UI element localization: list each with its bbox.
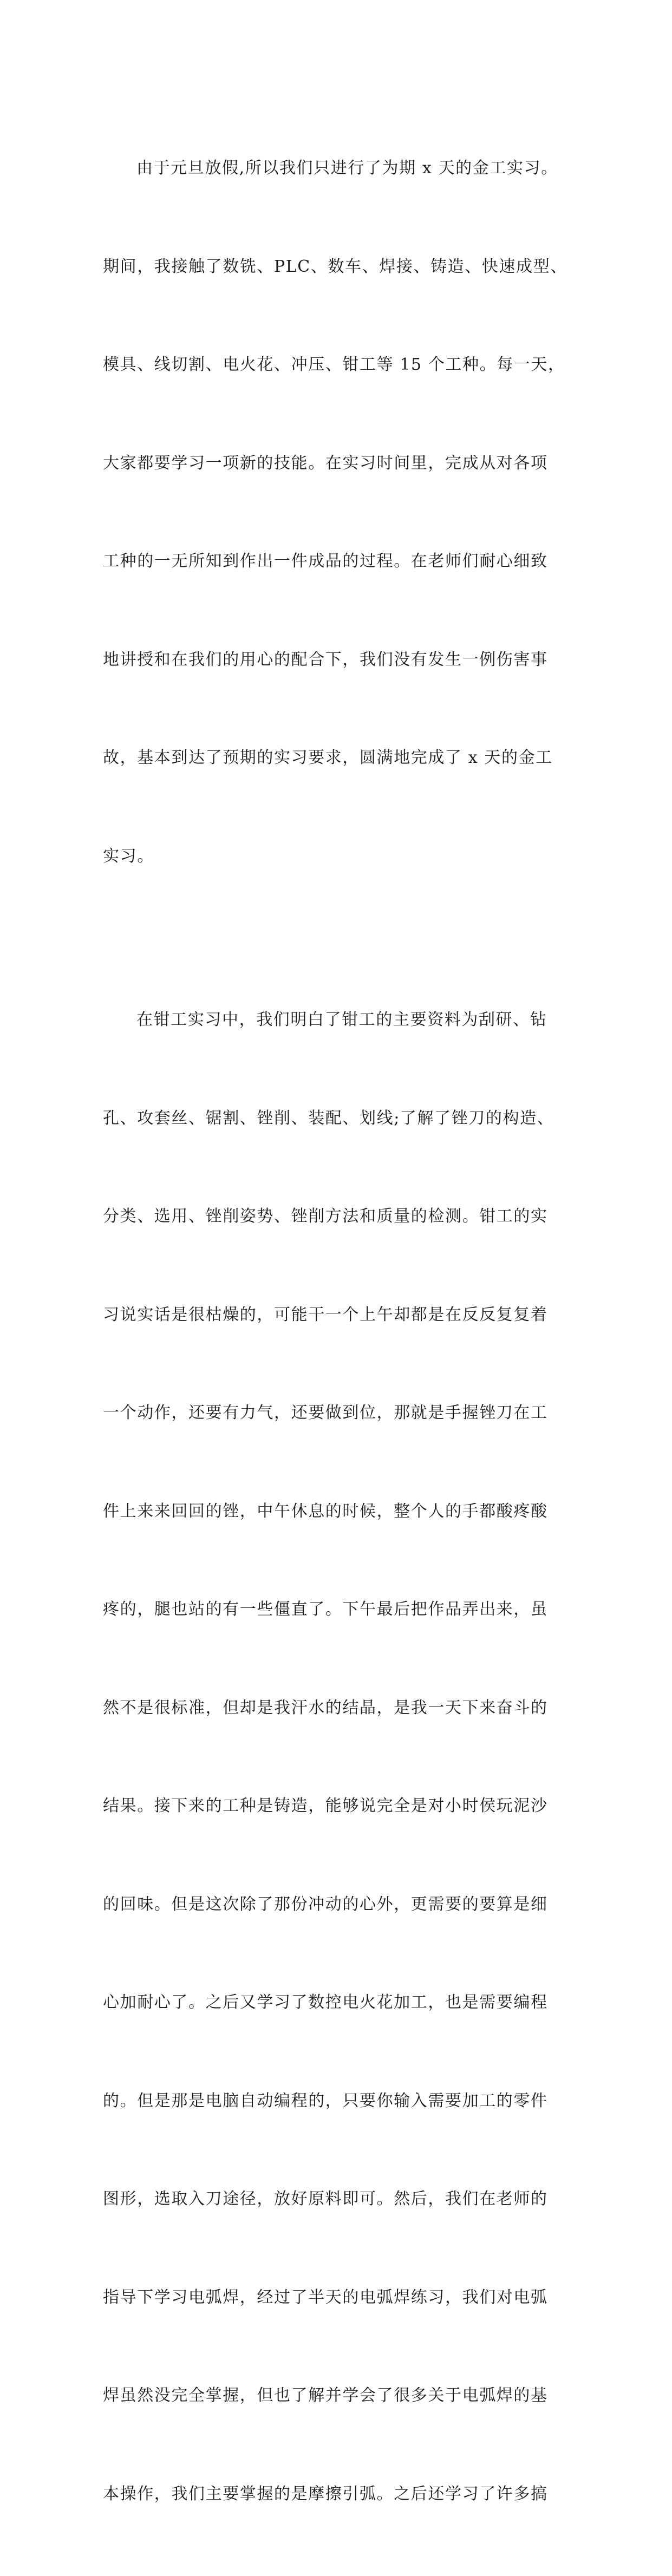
text-line: 大家都要学习一项新的技能。在实习时间里，完成从对各项 (103, 453, 548, 473)
paragraph-1 (103, 87, 569, 938)
text-line: 焊虽然没完全掌握，但也了解并学会了很多关于电弧焊的基 (103, 2386, 548, 2405)
text-line: 然不是很标准，但却是我汗水的结晶，是我一天下来奋斗的 (103, 1698, 548, 1717)
text-line: 心加耐心了。之后又学习了数控电火花加工，也是需要编程 (103, 1993, 548, 2012)
text-line: 的回味。但是这次除了那份冲动的心外，更需要的要算是细 (103, 1894, 548, 1914)
text-line: 期间，我接触了数铣、PLC、数车、焊接、铸造、快速成型、 (103, 257, 567, 276)
text-line: 模具、线切割、电火花、冲压、钳工等 15 个工种。每一天， (103, 355, 565, 374)
text-line: 工种的一无所知到作出一件成品的过程。在老师们耐心细致 (103, 552, 548, 571)
text-line: 由于元旦放假,所以我们只进行了为期 x 天的金工实习。 (136, 159, 558, 178)
text-line: 地讲授和在我们的用心的配合下，我们没有发生一例伤害事 (103, 650, 548, 669)
text-line: 在钳工实习中，我们明白了钳工的主要资料为刮研、钻 (136, 1010, 547, 1029)
document-body (103, 87, 569, 2576)
text-line: 本操作，我们主要掌握的是摩擦引弧。之后还学习了许多搞 (103, 2484, 548, 2503)
paragraph-2 (103, 938, 569, 2576)
text-line: 的。但是那是电脑自动编程的，只要你输入需要加工的零件 (103, 2091, 548, 2110)
text-line: 实习。 (103, 846, 154, 866)
text-line: 件上来来回回的锉，中午休息的时候，整个人的手都酸疼酸 (103, 1501, 548, 1521)
text-line: 一个动作，还要有力气，还要做到位，那就是手握锉刀在工 (103, 1403, 548, 1422)
text-line: 孔、攻套丝、锯割、锉削、装配、划线;了解了锉刀的构造、 (103, 1108, 554, 1128)
text-line: 图形，选取入刀途径，放好原料即可。然后，我们在老师的 (103, 2189, 548, 2208)
text-line: 习说实话是很枯燥的，可能干一个上午却都是在反反复复着 (103, 1305, 548, 1324)
text-line: 故，基本到达了预期的实习要求，圆满地完成了 x 天的金工 (103, 748, 553, 767)
text-line: 疼的，腿也站的有一些僵直了。下午最后把作品弄出来，虽 (103, 1600, 548, 1619)
text-line: 指导下学习电弧焊，经过了半天的电弧焊练习，我们对电弧 (103, 2287, 548, 2307)
text-line: 结果。接下来的工种是铸造，能够说完全是对小时侯玩泥沙 (103, 1796, 548, 1815)
text-line: 分类、选用、锉削姿势、锉削方法和质量的检测。钳工的实 (103, 1207, 548, 1226)
